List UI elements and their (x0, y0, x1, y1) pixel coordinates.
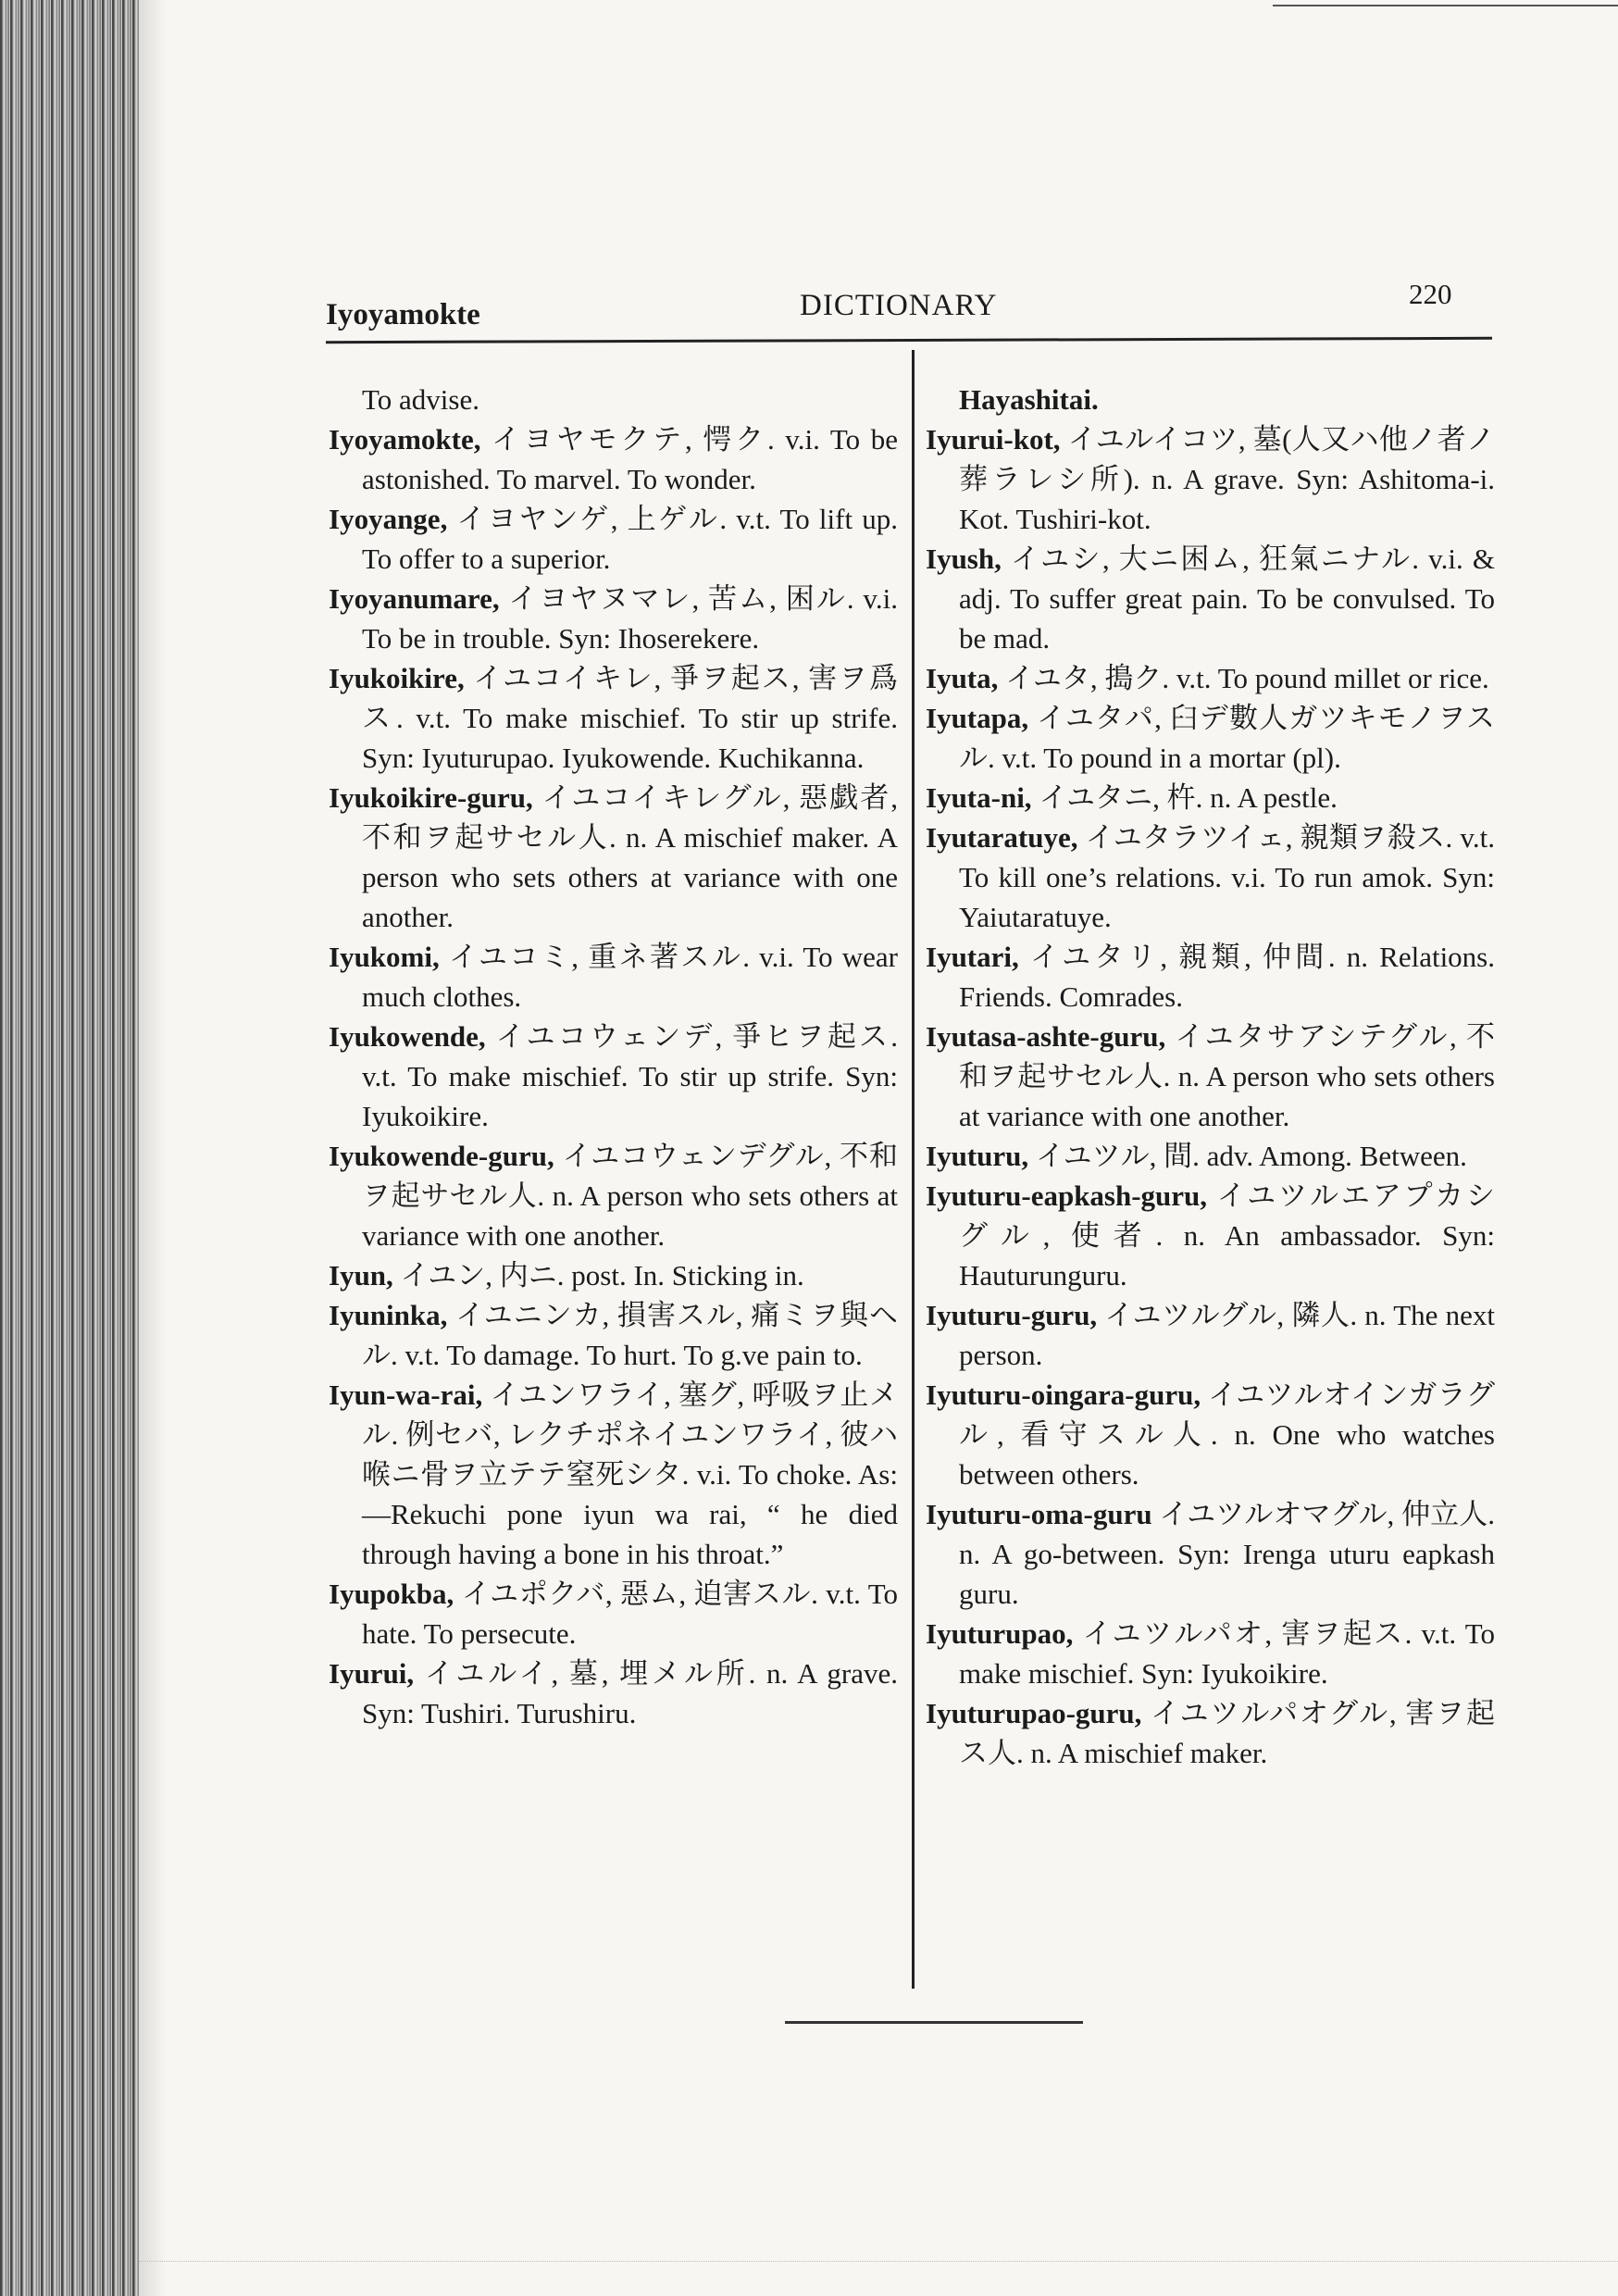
entry-headword: Iyurui-kot, (926, 423, 1061, 455)
entry-definition: イユタリ, 親類, 仲間. n. Relations. Friends. Comrades. (959, 941, 1495, 1013)
entry-headword: Iyoyanumare, (329, 582, 500, 615)
dictionary-entry (926, 1176, 1495, 1295)
entry-headword: Iyuturu-oingara-guru, (926, 1379, 1201, 1411)
entry-definition: イユニンカ, 損害スル, 痛ミヲ與ヘル. v.t. To damage. To hurt. To g.ve pain to. (362, 1299, 898, 1371)
entry-headword: Iyuta-ni, (926, 781, 1032, 814)
left-column (329, 380, 898, 1733)
entry-headword: Iyush, (926, 543, 1002, 575)
entry-headword: Iyukoikire-guru, (329, 781, 533, 814)
entry-definition: イユルイ, 墓, 埋メル所. n. A grave. Syn: Tushiri. Turushiru. (362, 1657, 898, 1729)
right-column (926, 380, 1495, 1773)
dictionary-entry (926, 380, 1495, 419)
dictionary-entry (329, 1136, 898, 1255)
dictionary-entry (329, 380, 898, 419)
entry-headword: Iyurui, (329, 1657, 415, 1690)
entry-definition: イユン, 内ニ. post. In. Sticking in. (392, 1259, 804, 1292)
entry-headword: Iyuturupao-guru, (926, 1697, 1142, 1729)
entry-definition: イユタサアシテグル, 不和ヲ起サセル人. n. A person who sets others at variance with one another. (959, 1020, 1495, 1132)
entry-headword: Iyupokba, (329, 1578, 454, 1610)
entry-definition: イユコイキレ, 爭ヲ起ス, 害ヲ爲ス. v.t. To make mischief. To stir up strife. Syn: Iyuturupao. Iyukowende. Kuchikanna. (362, 662, 898, 774)
entry-definition: To advise. (362, 383, 479, 416)
entry-definition: イユシ, 大ニ困ム, 狂氣ニナル. v.i. & adj. To suffer great pain. To be convulsed. To be mad. (959, 543, 1495, 655)
entry-headword: Iyuturu-guru, (926, 1299, 1098, 1331)
dictionary-entry (329, 1574, 898, 1653)
dictionary-entry (329, 778, 898, 937)
entry-definition: イヨヤンゲ, 上ゲル. v.t. To lift up. To offer to a superior. (362, 503, 898, 575)
dictionary-entry (926, 1017, 1495, 1136)
dictionary-entry (926, 658, 1495, 698)
entry-headword: Iyukomi, (329, 941, 440, 973)
entry-headword: Iyun-wa-rai, (329, 1379, 483, 1411)
entry-definition: イヨヤモクテ, 愕ク. v.i. To be astonished. To marvel. To wonder. (362, 423, 898, 495)
dictionary-entry (329, 1017, 898, 1136)
entry-definition: イユポクバ, 惡ム, 迫害スル. v.t. To hate. To persecute. (362, 1578, 898, 1650)
dictionary-entry (329, 937, 898, 1017)
dictionary-entry (926, 817, 1495, 937)
entry-definition: イユツルオマグル, 仲立人. n. A go-between. Syn: Irenga uturu eapkash guru. (959, 1498, 1495, 1610)
entry-definition: イユツルパオグル, 害ヲ起ス人. n. A mischief maker. (959, 1697, 1495, 1769)
dictionary-entry (926, 698, 1495, 778)
running-head: Iyoyamokte (326, 298, 480, 331)
scan-bottom-mark (139, 2261, 1618, 2263)
entry-definition: イユタニ, 杵. n. A pestle. (1031, 781, 1338, 814)
entry-definition: イユタ, 搗ク. v.t. To pound millet or rice. (998, 662, 1489, 694)
dictionary-entry (926, 1494, 1495, 1614)
entry-definition: イユタラツイェ, 親類ヲ殺ス. v.t. To kill one’s relations. v.i. To run amok. Syn: Yaiutaratuye. (959, 821, 1495, 933)
entry-headword: Iyuta, (926, 662, 999, 694)
dictionary-entry (926, 937, 1495, 1017)
entry-headword: Iyutapa, (926, 702, 1029, 734)
entry-definition: イユツルグル, 隣人. n. The next person. (959, 1299, 1495, 1371)
entry-headword: Iyukowende-guru, (329, 1140, 554, 1172)
entry-definition: イユコイキレグル, 惡戯者, 不和ヲ起サセル人. n. A mischief maker. A person who sets others at variance with one another. (362, 781, 898, 933)
dictionary-entry (926, 1375, 1495, 1494)
entry-headword: Iyukoikire, (329, 662, 465, 694)
entry-headword: Iyutasa-ashte-guru, (926, 1020, 1166, 1053)
entry-headword: Iyuturu-eapkash-guru, (926, 1179, 1208, 1212)
column-divider (912, 350, 915, 1989)
dictionary-entry (926, 539, 1495, 658)
dictionary-entry (926, 1136, 1495, 1176)
entry-headword: Iyutaratuye, (926, 821, 1078, 854)
dictionary-entry (329, 1375, 898, 1574)
dictionary-entry (329, 1255, 898, 1295)
dictionary-entry (926, 1614, 1495, 1693)
dictionary-entry (329, 1295, 898, 1375)
entry-headword: Iyutari, (926, 941, 1019, 973)
dictionary-entry (926, 778, 1495, 817)
entry-headword: Iyoyamokte, (329, 423, 481, 455)
entry-definition: イユコミ, 重ネ著スル. v.i. To wear much clothes. (362, 941, 898, 1013)
dictionary-entry (329, 658, 898, 778)
dictionary-entry (926, 1295, 1495, 1375)
entry-definition: イユンワライ, 塞グ, 呼吸ヲ止メル. 例セバ, レクチポネイユンワライ, 彼ハ喉ニ骨ヲ立テテ窒死シタ. v.i. To choke. As:—Rekuchi pone iyun wa rai, “ he died through having a bone in his throat.” (362, 1379, 898, 1570)
entry-definition: イユツルオインガラグル, 看守スル人. n. One who watches between others. (959, 1379, 1495, 1491)
top-edge-line (1273, 5, 1618, 6)
footer-rule (785, 2021, 1083, 2024)
entry-headword: Iyuturu, (926, 1140, 1029, 1172)
entry-headword: Hayashitai. (959, 383, 1099, 416)
dictionary-entry (926, 419, 1495, 539)
page-number: 220 (1409, 278, 1452, 310)
entry-definition: イユルイコツ, 墓(人又ハ他ノ者ノ葬ラレシ所). n. A grave. Syn: Ashitoma-i. Kot. Tushiri-kot. (959, 423, 1495, 535)
entry-definition: イヨヤヌマレ, 苦ム, 困ル. v.i. To be in trouble. Syn: Ihoserekere. (362, 582, 898, 655)
dictionary-entry (329, 579, 898, 658)
entry-headword: Iyuturu-oma-guru (926, 1498, 1152, 1530)
entry-definition: イユツルパオ, 害ヲ起ス. v.t. To make mischief. Syn: Iyukoikire. (959, 1617, 1495, 1690)
dictionary-entry (329, 499, 898, 579)
dictionary-entry (926, 1693, 1495, 1773)
entry-definition: イユツルエアプカシグル, 使者. n. An ambassador. Syn: Hauturunguru. (959, 1179, 1495, 1292)
page-title: DICTIONARY (800, 289, 998, 322)
dictionary-entry (329, 419, 898, 499)
entry-headword: Iyukowende, (329, 1020, 486, 1053)
entry-headword: Iyuturupao, (926, 1617, 1074, 1650)
book-binding-edge (0, 0, 139, 2296)
entry-definition: イユコウェンデ, 爭ヒヲ起ス. v.t. To make mischief. To stir up strife. Syn: Iyukoikire. (362, 1020, 898, 1132)
entry-headword: Iyuninka, (329, 1299, 448, 1331)
entry-headword: Iyun, (329, 1259, 393, 1292)
entry-definition: イユタパ, 臼デ數人ガツキモノヲスル. v.t. To pound in a mortar (pl). (959, 702, 1495, 774)
entry-definition: イユコウェンデグル, 不和ヲ起サセル人. n. A person who sets others at variance with one another. (362, 1140, 898, 1252)
dictionary-entry (329, 1653, 898, 1733)
entry-definition: イユツル, 間. adv. Among. Between. (1028, 1140, 1467, 1172)
entry-headword: Iyoyange, (329, 503, 448, 535)
page-header (326, 278, 1492, 343)
